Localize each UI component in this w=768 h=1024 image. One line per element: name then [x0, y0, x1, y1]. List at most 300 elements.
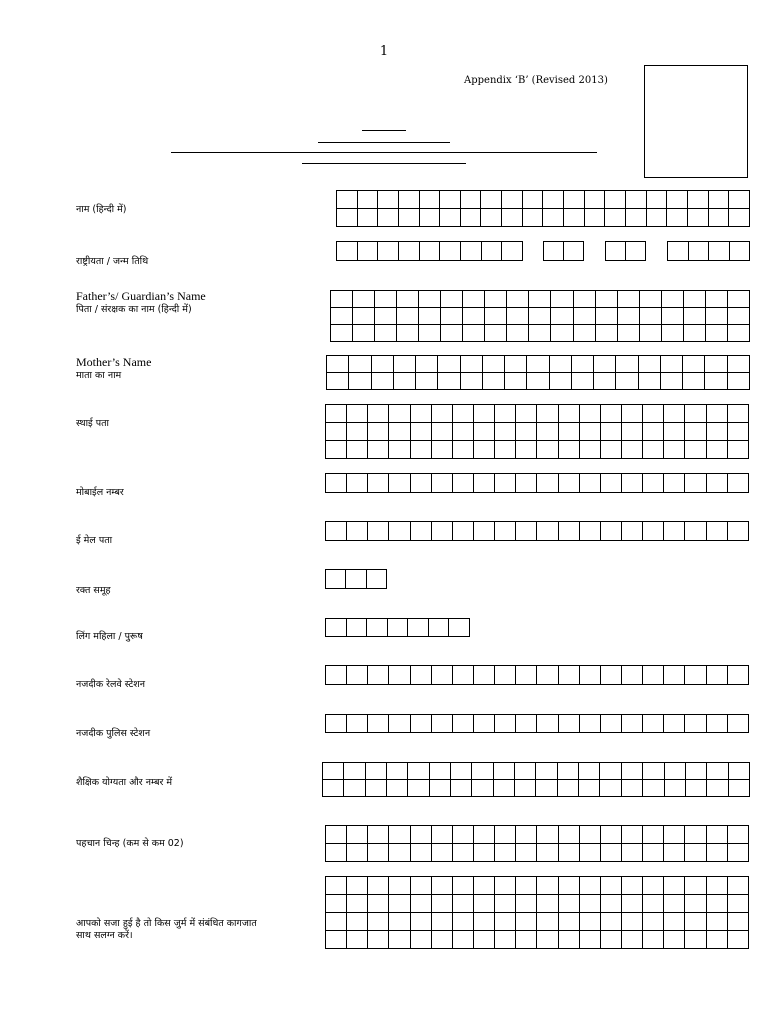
char-box[interactable]: [326, 441, 347, 459]
char-box[interactable]: [451, 780, 472, 797]
char-box[interactable]: [368, 913, 389, 931]
char-box[interactable]: [347, 826, 368, 844]
char-box[interactable]: [685, 441, 706, 459]
char-box[interactable]: [389, 441, 410, 459]
char-box[interactable]: [516, 895, 537, 913]
char-box[interactable]: [685, 826, 706, 844]
char-box[interactable]: [431, 931, 452, 949]
char-box[interactable]: [625, 191, 646, 209]
char-box[interactable]: [419, 308, 441, 325]
char-box[interactable]: [516, 405, 537, 423]
char-box[interactable]: [617, 308, 639, 325]
char-box[interactable]: [643, 715, 664, 733]
char-box[interactable]: [664, 780, 685, 797]
char-box[interactable]: [507, 308, 529, 325]
char-box[interactable]: [600, 423, 621, 441]
char-box[interactable]: [431, 826, 452, 844]
char-box[interactable]: [389, 522, 410, 541]
char-box[interactable]: [685, 844, 706, 862]
char-box[interactable]: [398, 209, 419, 227]
char-box[interactable]: [522, 191, 543, 209]
char-box[interactable]: [660, 356, 682, 373]
char-box[interactable]: [537, 405, 558, 423]
char-box[interactable]: [685, 666, 706, 685]
char-box[interactable]: [323, 763, 344, 780]
char-box[interactable]: [389, 666, 410, 685]
char-box[interactable]: [639, 325, 661, 342]
char-box[interactable]: [621, 423, 642, 441]
char-box[interactable]: [398, 242, 419, 261]
char-box[interactable]: [452, 474, 473, 493]
char-box[interactable]: [473, 844, 494, 862]
char-box[interactable]: [664, 877, 685, 895]
char-box[interactable]: [621, 715, 642, 733]
char-box[interactable]: [706, 441, 727, 459]
char-box[interactable]: [558, 441, 579, 459]
char-box[interactable]: [527, 373, 549, 390]
char-box[interactable]: [473, 826, 494, 844]
char-box[interactable]: [347, 931, 368, 949]
char-box[interactable]: [683, 356, 705, 373]
char-box[interactable]: [368, 522, 389, 541]
char-box[interactable]: [326, 826, 347, 844]
char-box[interactable]: [605, 191, 626, 209]
char-box[interactable]: [337, 209, 358, 227]
char-box[interactable]: [537, 441, 558, 459]
char-box[interactable]: [368, 877, 389, 895]
char-box[interactable]: [536, 780, 557, 797]
char-box[interactable]: [408, 763, 429, 780]
char-box[interactable]: [664, 474, 685, 493]
char-box[interactable]: [326, 844, 347, 862]
char-box[interactable]: [347, 715, 368, 733]
char-box[interactable]: [408, 780, 429, 797]
char-box[interactable]: [441, 325, 463, 342]
char-box[interactable]: [727, 913, 748, 931]
char-box[interactable]: [573, 308, 595, 325]
char-box[interactable]: [365, 763, 386, 780]
char-box[interactable]: [664, 441, 685, 459]
char-box[interactable]: [727, 325, 749, 342]
char-box[interactable]: [685, 931, 706, 949]
char-box[interactable]: [460, 242, 481, 261]
char-box[interactable]: [558, 877, 579, 895]
char-box[interactable]: [366, 570, 386, 589]
char-box[interactable]: [481, 191, 502, 209]
char-box[interactable]: [564, 242, 584, 261]
char-box[interactable]: [416, 373, 438, 390]
char-box[interactable]: [606, 242, 626, 261]
char-box[interactable]: [584, 209, 605, 227]
char-box[interactable]: [410, 844, 431, 862]
char-box[interactable]: [326, 423, 347, 441]
char-box[interactable]: [579, 877, 600, 895]
char-box[interactable]: [595, 291, 617, 308]
char-box[interactable]: [505, 356, 527, 373]
char-box[interactable]: [600, 522, 621, 541]
char-box[interactable]: [431, 913, 452, 931]
char-box[interactable]: [537, 844, 558, 862]
char-box[interactable]: [727, 895, 748, 913]
char-box[interactable]: [727, 715, 748, 733]
char-box[interactable]: [408, 619, 429, 637]
char-box[interactable]: [616, 356, 638, 373]
char-box[interactable]: [707, 763, 728, 780]
char-box[interactable]: [429, 763, 450, 780]
char-box[interactable]: [495, 877, 516, 895]
char-box[interactable]: [368, 844, 389, 862]
char-box[interactable]: [621, 895, 642, 913]
char-box[interactable]: [441, 291, 463, 308]
char-box[interactable]: [664, 931, 685, 949]
char-box[interactable]: [389, 877, 410, 895]
char-box[interactable]: [683, 291, 705, 308]
char-box[interactable]: [344, 763, 365, 780]
char-box[interactable]: [579, 844, 600, 862]
char-box[interactable]: [389, 913, 410, 931]
char-box[interactable]: [705, 325, 727, 342]
char-box[interactable]: [551, 308, 573, 325]
char-box[interactable]: [495, 895, 516, 913]
char-box[interactable]: [579, 474, 600, 493]
char-box[interactable]: [419, 242, 440, 261]
char-box[interactable]: [706, 666, 727, 685]
char-box[interactable]: [505, 373, 527, 390]
char-box[interactable]: [558, 666, 579, 685]
char-box[interactable]: [664, 895, 685, 913]
char-box[interactable]: [452, 441, 473, 459]
char-box[interactable]: [495, 826, 516, 844]
char-box[interactable]: [600, 666, 621, 685]
char-box[interactable]: [688, 242, 709, 261]
char-box[interactable]: [664, 666, 685, 685]
char-box[interactable]: [326, 619, 347, 637]
char-box[interactable]: [493, 780, 514, 797]
char-box[interactable]: [728, 763, 749, 780]
char-box[interactable]: [460, 373, 482, 390]
char-box[interactable]: [529, 308, 551, 325]
char-box[interactable]: [389, 931, 410, 949]
char-box[interactable]: [452, 826, 473, 844]
char-box[interactable]: [549, 373, 571, 390]
char-box[interactable]: [664, 715, 685, 733]
char-box[interactable]: [389, 474, 410, 493]
char-box[interactable]: [389, 826, 410, 844]
char-box[interactable]: [709, 242, 730, 261]
char-box[interactable]: [706, 844, 727, 862]
char-box[interactable]: [664, 913, 685, 931]
char-box[interactable]: [410, 405, 431, 423]
char-box[interactable]: [727, 308, 749, 325]
char-box[interactable]: [621, 666, 642, 685]
char-box[interactable]: [516, 474, 537, 493]
char-box[interactable]: [516, 931, 537, 949]
char-box[interactable]: [558, 522, 579, 541]
char-box[interactable]: [367, 619, 388, 637]
char-box[interactable]: [473, 666, 494, 685]
char-box[interactable]: [495, 913, 516, 931]
char-box[interactable]: [398, 191, 419, 209]
char-box[interactable]: [353, 291, 375, 308]
char-box[interactable]: [419, 209, 440, 227]
char-box[interactable]: [431, 405, 452, 423]
char-box[interactable]: [410, 931, 431, 949]
char-box[interactable]: [344, 780, 365, 797]
char-box[interactable]: [357, 242, 378, 261]
char-box[interactable]: [600, 877, 621, 895]
char-box[interactable]: [349, 373, 371, 390]
char-box[interactable]: [326, 522, 347, 541]
char-box[interactable]: [683, 325, 705, 342]
char-box[interactable]: [485, 291, 507, 308]
char-box[interactable]: [646, 191, 667, 209]
char-box[interactable]: [482, 373, 504, 390]
char-box[interactable]: [579, 826, 600, 844]
char-box[interactable]: [685, 877, 706, 895]
char-box[interactable]: [375, 291, 397, 308]
char-box[interactable]: [493, 763, 514, 780]
char-box[interactable]: [664, 763, 685, 780]
char-box[interactable]: [429, 780, 450, 797]
char-box[interactable]: [516, 423, 537, 441]
char-box[interactable]: [727, 291, 749, 308]
char-box[interactable]: [621, 780, 642, 797]
char-box[interactable]: [452, 405, 473, 423]
char-box[interactable]: [529, 291, 551, 308]
char-box[interactable]: [705, 291, 727, 308]
char-box[interactable]: [727, 877, 748, 895]
char-box[interactable]: [485, 325, 507, 342]
char-box[interactable]: [410, 715, 431, 733]
char-box[interactable]: [621, 913, 642, 931]
char-box[interactable]: [371, 356, 393, 373]
char-box[interactable]: [579, 423, 600, 441]
char-box[interactable]: [323, 780, 344, 797]
char-box[interactable]: [706, 405, 727, 423]
char-box[interactable]: [473, 474, 494, 493]
char-box[interactable]: [416, 356, 438, 373]
char-box[interactable]: [353, 325, 375, 342]
char-box[interactable]: [579, 895, 600, 913]
char-box[interactable]: [727, 474, 748, 493]
char-box[interactable]: [621, 931, 642, 949]
char-box[interactable]: [551, 291, 573, 308]
char-box[interactable]: [347, 522, 368, 541]
char-box[interactable]: [346, 619, 367, 637]
char-box[interactable]: [452, 423, 473, 441]
char-box[interactable]: [638, 373, 660, 390]
char-box[interactable]: [331, 308, 353, 325]
char-box[interactable]: [600, 826, 621, 844]
char-box[interactable]: [473, 895, 494, 913]
char-box[interactable]: [431, 441, 452, 459]
char-box[interactable]: [643, 931, 664, 949]
char-box[interactable]: [729, 209, 750, 227]
char-box[interactable]: [410, 826, 431, 844]
char-box[interactable]: [706, 877, 727, 895]
char-box[interactable]: [584, 191, 605, 209]
char-box[interactable]: [347, 405, 368, 423]
char-box[interactable]: [639, 308, 661, 325]
char-box[interactable]: [349, 356, 371, 373]
char-box[interactable]: [357, 209, 378, 227]
char-box[interactable]: [579, 405, 600, 423]
char-box[interactable]: [727, 931, 748, 949]
char-box[interactable]: [410, 441, 431, 459]
char-box[interactable]: [347, 666, 368, 685]
char-box[interactable]: [727, 844, 748, 862]
char-box[interactable]: [495, 715, 516, 733]
char-box[interactable]: [537, 931, 558, 949]
char-box[interactable]: [419, 325, 441, 342]
char-box[interactable]: [463, 325, 485, 342]
char-box[interactable]: [626, 242, 646, 261]
char-box[interactable]: [685, 522, 706, 541]
char-box[interactable]: [481, 209, 502, 227]
char-box[interactable]: [452, 877, 473, 895]
char-box[interactable]: [472, 780, 493, 797]
char-box[interactable]: [706, 931, 727, 949]
char-box[interactable]: [375, 325, 397, 342]
char-box[interactable]: [685, 780, 706, 797]
char-box[interactable]: [347, 423, 368, 441]
char-box[interactable]: [368, 405, 389, 423]
char-box[interactable]: [419, 191, 440, 209]
char-box[interactable]: [727, 826, 748, 844]
char-box[interactable]: [621, 474, 642, 493]
char-box[interactable]: [727, 441, 748, 459]
char-box[interactable]: [600, 405, 621, 423]
char-box[interactable]: [495, 844, 516, 862]
char-box[interactable]: [451, 763, 472, 780]
char-box[interactable]: [431, 844, 452, 862]
char-box[interactable]: [685, 474, 706, 493]
char-box[interactable]: [664, 405, 685, 423]
char-box[interactable]: [389, 405, 410, 423]
char-box[interactable]: [368, 666, 389, 685]
char-box[interactable]: [337, 242, 358, 261]
char-box[interactable]: [621, 826, 642, 844]
char-box[interactable]: [410, 913, 431, 931]
char-box[interactable]: [463, 308, 485, 325]
char-box[interactable]: [410, 895, 431, 913]
char-box[interactable]: [707, 780, 728, 797]
char-box[interactable]: [643, 877, 664, 895]
char-box[interactable]: [685, 423, 706, 441]
char-box[interactable]: [621, 522, 642, 541]
char-box[interactable]: [473, 913, 494, 931]
char-box[interactable]: [387, 619, 408, 637]
char-box[interactable]: [600, 441, 621, 459]
char-box[interactable]: [621, 441, 642, 459]
char-box[interactable]: [571, 373, 593, 390]
char-box[interactable]: [600, 913, 621, 931]
char-box[interactable]: [549, 356, 571, 373]
char-box[interactable]: [625, 209, 646, 227]
char-box[interactable]: [600, 474, 621, 493]
char-box[interactable]: [331, 325, 353, 342]
char-box[interactable]: [326, 666, 347, 685]
char-box[interactable]: [643, 763, 664, 780]
char-box[interactable]: [660, 373, 682, 390]
char-box[interactable]: [431, 474, 452, 493]
char-box[interactable]: [728, 780, 749, 797]
char-box[interactable]: [706, 474, 727, 493]
char-box[interactable]: [687, 209, 708, 227]
char-box[interactable]: [571, 356, 593, 373]
char-box[interactable]: [368, 895, 389, 913]
char-box[interactable]: [326, 895, 347, 913]
char-box[interactable]: [667, 191, 688, 209]
char-box[interactable]: [473, 423, 494, 441]
char-box[interactable]: [397, 325, 419, 342]
char-box[interactable]: [516, 877, 537, 895]
char-box[interactable]: [664, 844, 685, 862]
char-box[interactable]: [460, 209, 481, 227]
char-box[interactable]: [410, 877, 431, 895]
char-box[interactable]: [558, 826, 579, 844]
char-box[interactable]: [558, 474, 579, 493]
char-box[interactable]: [463, 291, 485, 308]
char-box[interactable]: [564, 209, 585, 227]
char-box[interactable]: [326, 715, 347, 733]
char-box[interactable]: [516, 666, 537, 685]
char-box[interactable]: [516, 441, 537, 459]
char-box[interactable]: [643, 474, 664, 493]
char-box[interactable]: [481, 242, 502, 261]
char-box[interactable]: [579, 780, 600, 797]
char-box[interactable]: [482, 356, 504, 373]
char-box[interactable]: [389, 423, 410, 441]
char-box[interactable]: [441, 308, 463, 325]
char-box[interactable]: [664, 826, 685, 844]
char-box[interactable]: [638, 356, 660, 373]
char-box[interactable]: [460, 356, 482, 373]
char-box[interactable]: [706, 715, 727, 733]
char-box[interactable]: [661, 308, 683, 325]
char-box[interactable]: [378, 242, 399, 261]
char-box[interactable]: [544, 242, 564, 261]
char-box[interactable]: [558, 931, 579, 949]
char-box[interactable]: [537, 877, 558, 895]
char-box[interactable]: [729, 242, 750, 261]
char-box[interactable]: [431, 423, 452, 441]
char-box[interactable]: [410, 666, 431, 685]
char-box[interactable]: [727, 356, 750, 373]
char-box[interactable]: [431, 715, 452, 733]
char-box[interactable]: [431, 895, 452, 913]
char-box[interactable]: [643, 522, 664, 541]
char-box[interactable]: [664, 423, 685, 441]
char-box[interactable]: [643, 441, 664, 459]
char-box[interactable]: [495, 666, 516, 685]
char-box[interactable]: [516, 826, 537, 844]
char-box[interactable]: [643, 405, 664, 423]
char-box[interactable]: [537, 522, 558, 541]
char-box[interactable]: [452, 931, 473, 949]
char-box[interactable]: [537, 895, 558, 913]
char-box[interactable]: [326, 913, 347, 931]
char-box[interactable]: [387, 780, 408, 797]
char-box[interactable]: [543, 191, 564, 209]
char-box[interactable]: [440, 209, 461, 227]
char-box[interactable]: [573, 325, 595, 342]
char-box[interactable]: [537, 474, 558, 493]
char-box[interactable]: [368, 826, 389, 844]
char-box[interactable]: [347, 844, 368, 862]
char-box[interactable]: [667, 209, 688, 227]
char-box[interactable]: [438, 373, 460, 390]
